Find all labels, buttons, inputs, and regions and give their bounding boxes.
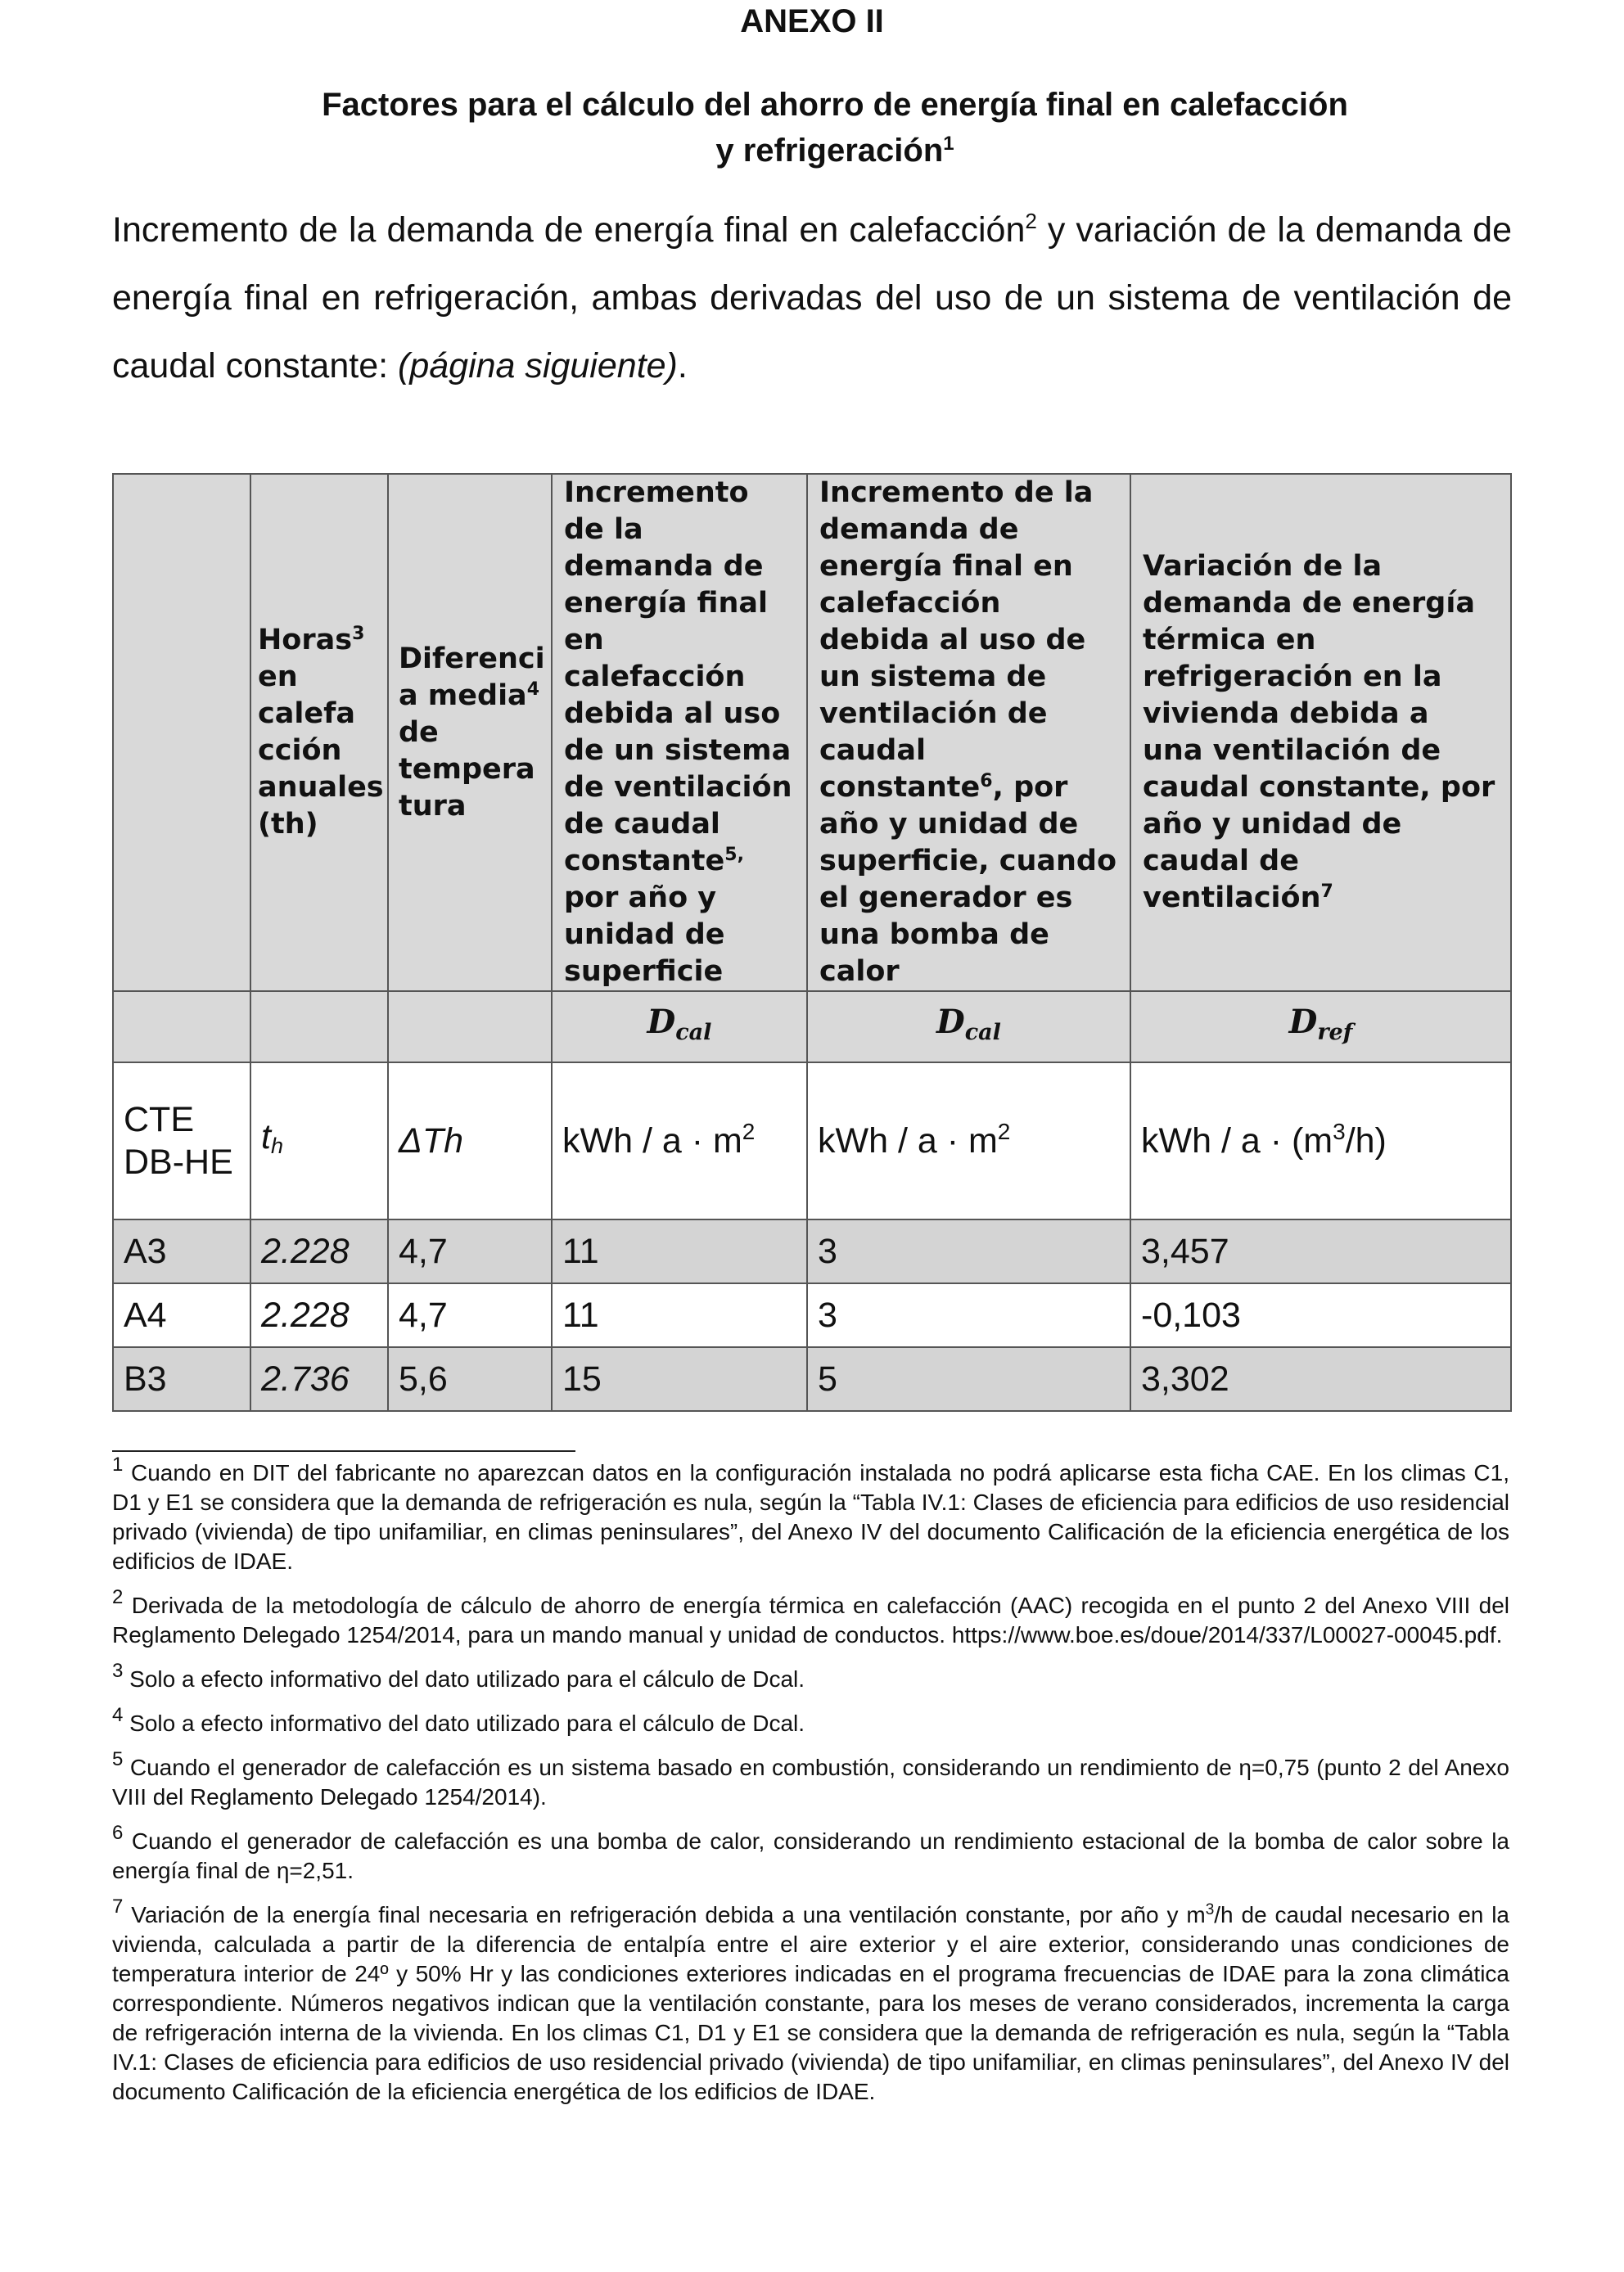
table-symbol-row — [113, 991, 1511, 1062]
symbol-dcal-2-base: D — [936, 1002, 965, 1041]
units-zone-label: CTE DB-HE — [113, 1062, 250, 1219]
table-row — [113, 1219, 1511, 1283]
units-dref-sup: 3 — [1333, 1119, 1346, 1144]
subtitle-line-1: Factores para el cálculo del ahorro de energía final en calefacción — [322, 87, 1348, 123]
symbol-empty-1 — [113, 991, 250, 1062]
symbol-dref-base: D — [1288, 1002, 1318, 1041]
units-dcal-2-sup: 2 — [997, 1119, 1011, 1144]
footnote-3 — [112, 1660, 1509, 1694]
units-dth-text: ΔTh — [399, 1121, 464, 1161]
header-dcal-heat-pump — [807, 474, 1130, 991]
symbol-empty-2 — [250, 991, 388, 1062]
cell-dth: 5,6 — [388, 1347, 552, 1411]
footnote-ref-3: 3 — [352, 624, 365, 644]
footnote-6 — [112, 1822, 1509, 1886]
footnote-number: 1 — [112, 1454, 124, 1476]
footnote-ref-5: 5, — [724, 845, 744, 865]
symbol-dcal-1 — [552, 991, 807, 1062]
header-dref — [1130, 474, 1511, 991]
header-dcal-combustion-text-2: por año y unidad de superficie — [564, 881, 725, 988]
symbol-dcal-1-base: D — [647, 1002, 676, 1041]
footnote-separator — [112, 1450, 575, 1452]
footnote-text: Derivada de la metodología de cálculo de ahorro de energía térmica en calefacción (AAC) recogida en el punto 2 del Anexo VIII del Reglamento Delegado 1254/2014, para un mando manual y unidad de conductos. https://www.boe.es/doue/2014/337/L00027-00045.pdf. — [112, 1593, 1509, 1648]
annex-title: ANEXO II — [740, 3, 884, 39]
symbol-dref-sub: ref — [1317, 1019, 1353, 1045]
units-dcal-2 — [807, 1062, 1130, 1219]
header-temp-diff-text: Diferenci a media — [399, 642, 545, 712]
cell-dcal-1: 15 — [552, 1347, 807, 1411]
table-header-row — [113, 474, 1511, 991]
footnote-number: 5 — [112, 1748, 124, 1770]
cell-dth: 4,7 — [388, 1283, 552, 1347]
intro-text-1: Incremento de la demanda de energía final en calefacción — [112, 210, 1026, 250]
units-dref — [1130, 1062, 1511, 1219]
footnote-number: 6 — [112, 1822, 124, 1844]
cell-dref: -0,103 — [1130, 1283, 1511, 1347]
footnote-5 — [112, 1748, 1509, 1812]
units-dcal-1-sup: 2 — [742, 1119, 756, 1144]
footnotes — [112, 1454, 1509, 2121]
header-hours-text: Horas — [258, 624, 353, 656]
header-hours — [250, 474, 388, 991]
units-dcal-1 — [552, 1062, 807, 1219]
footnote-ref-7: 7 — [1320, 881, 1333, 902]
cell-zone: B3 — [113, 1347, 250, 1411]
intro-italic-link: (página siguiente) — [398, 346, 678, 385]
cell-dcal-2: 3 — [807, 1219, 1130, 1283]
symbol-dcal-2-sub: cal — [964, 1019, 1001, 1045]
units-dcal-1-text: kWh / a · m — [562, 1121, 742, 1161]
cell-dth: 4,7 — [388, 1219, 552, 1283]
footnote-7 — [112, 1896, 1509, 2107]
units-th-sub: h — [270, 1133, 283, 1158]
footnote-number: 7 — [112, 1896, 124, 1918]
footnote-number: 3 — [112, 1660, 124, 1682]
symbol-dref — [1130, 991, 1511, 1062]
subtitle-line-2: y refrigeración — [715, 133, 944, 169]
cell-dcal-2: 3 — [807, 1283, 1130, 1347]
cell-th: 2.736 — [250, 1347, 388, 1411]
intro-paragraph — [112, 196, 1512, 400]
header-dcal-heat-pump-text: Incremento de la demanda de energía final en calefacción debida al uso de un sistema de ventilación de caudal constante — [819, 476, 1094, 804]
footnote-ref-6: 6 — [980, 771, 993, 791]
header-dcal-combustion-text: Incremento de la demanda de energía final en calefacción debida al uso de un sistema de ventilación de caudal constante — [564, 476, 792, 877]
cell-dcal-2: 5 — [807, 1347, 1130, 1411]
table-row — [113, 1283, 1511, 1347]
header-zone — [113, 474, 250, 991]
footnote-text: Cuando el generador de calefacción es una bomba de calor, considerando un rendimiento estacional de la bomba de calor sobre la energía final de η=2,51. — [112, 1828, 1509, 1883]
footnote-superscript: 3 — [1205, 1901, 1215, 1918]
header-temp-diff-text-2: de tempera tura — [399, 715, 535, 823]
intro-text-2: y variación de la demanda de energía final en refrigeración, ambas derivadas del uso de un sistema de ventilación de caudal constante: — [112, 210, 1512, 385]
footnote-text: Variación de la energía final necesaria en refrigeración debida a una ventilación constante, por año y m — [123, 1902, 1206, 1927]
table-row — [113, 1347, 1511, 1411]
footnote-ref-1: 1 — [943, 133, 954, 155]
cell-dcal-1: 11 — [552, 1283, 807, 1347]
footnote-2 — [112, 1586, 1509, 1650]
units-dref-text-2: /h) — [1345, 1121, 1387, 1161]
footnote-number: 2 — [112, 1586, 124, 1608]
document-subtitle — [164, 82, 1506, 174]
footnote-text: Solo a efecto informativo del dato utilizado para el cálculo de Dcal. — [123, 1666, 805, 1692]
footnote-text: Cuando el generador de calefacción es un sistema basado en combustión, considerando un rendimiento de η=0,75 (punto 2 del Anexo VIII del Reglamento Delegado 1254/2014). — [112, 1755, 1509, 1810]
intro-end: . — [677, 346, 688, 385]
footnote-ref-2: 2 — [1025, 209, 1037, 233]
symbol-dcal-2 — [807, 991, 1130, 1062]
energy-factors-table — [112, 473, 1512, 1412]
footnote-ref-4: 4 — [526, 678, 539, 700]
header-temp-diff — [388, 474, 552, 991]
header-dcal-combustion — [552, 474, 807, 991]
cell-th: 2.228 — [250, 1219, 388, 1283]
units-th — [250, 1062, 388, 1219]
cell-th: 2.228 — [250, 1283, 388, 1347]
header-hours-text-2: en calefa cción anuales (th) — [258, 660, 384, 841]
cell-dref: 3,302 — [1130, 1347, 1511, 1411]
cell-dref: 3,457 — [1130, 1219, 1511, 1283]
symbol-dcal-1-sub: cal — [675, 1019, 712, 1045]
footnote-text: Solo a efecto informativo del dato utilizado para el cálculo de Dcal. — [123, 1711, 805, 1736]
footnote-4 — [112, 1704, 1509, 1738]
cell-dcal-1: 11 — [552, 1219, 807, 1283]
table-units-row — [113, 1062, 1511, 1219]
units-th-base: t — [261, 1116, 271, 1156]
units-dcal-2-text: kWh / a · m — [818, 1121, 998, 1161]
header-dref-text: Variación de la demanda de energía térmica en refrigeración en la vivienda debida a una ventilación de caudal constante, por año y unidad de caudal de ventilación — [1143, 550, 1495, 914]
footnote-text: Cuando en DIT del fabricante no aparezcan datos en la configuración instalada no podrá aplicarse esta ficha CAE. En los climas C1, D1 y E1 se considera que la demanda de refrigeración es nula, según la “Tabla IV.1: Clases de eficiencia para edificios de uso residencial privado (vivienda) de tipo unifamiliar, en climas peninsulares”, del Anexo IV del documento Calificación de la eficiencia energética de los edificios de IDAE. — [112, 1460, 1509, 1574]
units-dth — [388, 1062, 552, 1219]
footnote-number: 4 — [112, 1704, 124, 1726]
cell-zone: A3 — [113, 1219, 250, 1283]
cell-zone: A4 — [113, 1283, 250, 1347]
footnote-text-continued: /h de caudal necesario en la vivienda, calculada a partir de la diferencia de entalpía entre el aire exterior y el aire exterior, considerando unas condiciones de temperatura interior de 24º y 50% Hr y las condiciones exteriores indicadas en el programa frecuencias de IDAE para la zona climática correspondiente. Números negativos indican que la ventilación constante, para los meses de verano considerados, incrementa la carga de refrigeración interna de la vivienda. En los climas C1, D1 y E1 se considera que la demanda de refrigeración es nula, según la “Tabla IV.1: Clases de eficiencia para edificios de uso residencial privado (vivienda) de tipo unifamiliar, en climas peninsulares”, del Anexo IV del documento Calificación de la eficiencia energética de los edificios de IDAE. — [112, 1902, 1509, 2104]
footnote-1 — [112, 1454, 1509, 1576]
units-dref-text: kWh / a · (m — [1141, 1121, 1333, 1161]
header-dcal-heat-pump-text-2: , por año y unidad de superficie, cuando el generador es una bomba de calor — [819, 771, 1117, 988]
symbol-empty-3 — [388, 991, 552, 1062]
